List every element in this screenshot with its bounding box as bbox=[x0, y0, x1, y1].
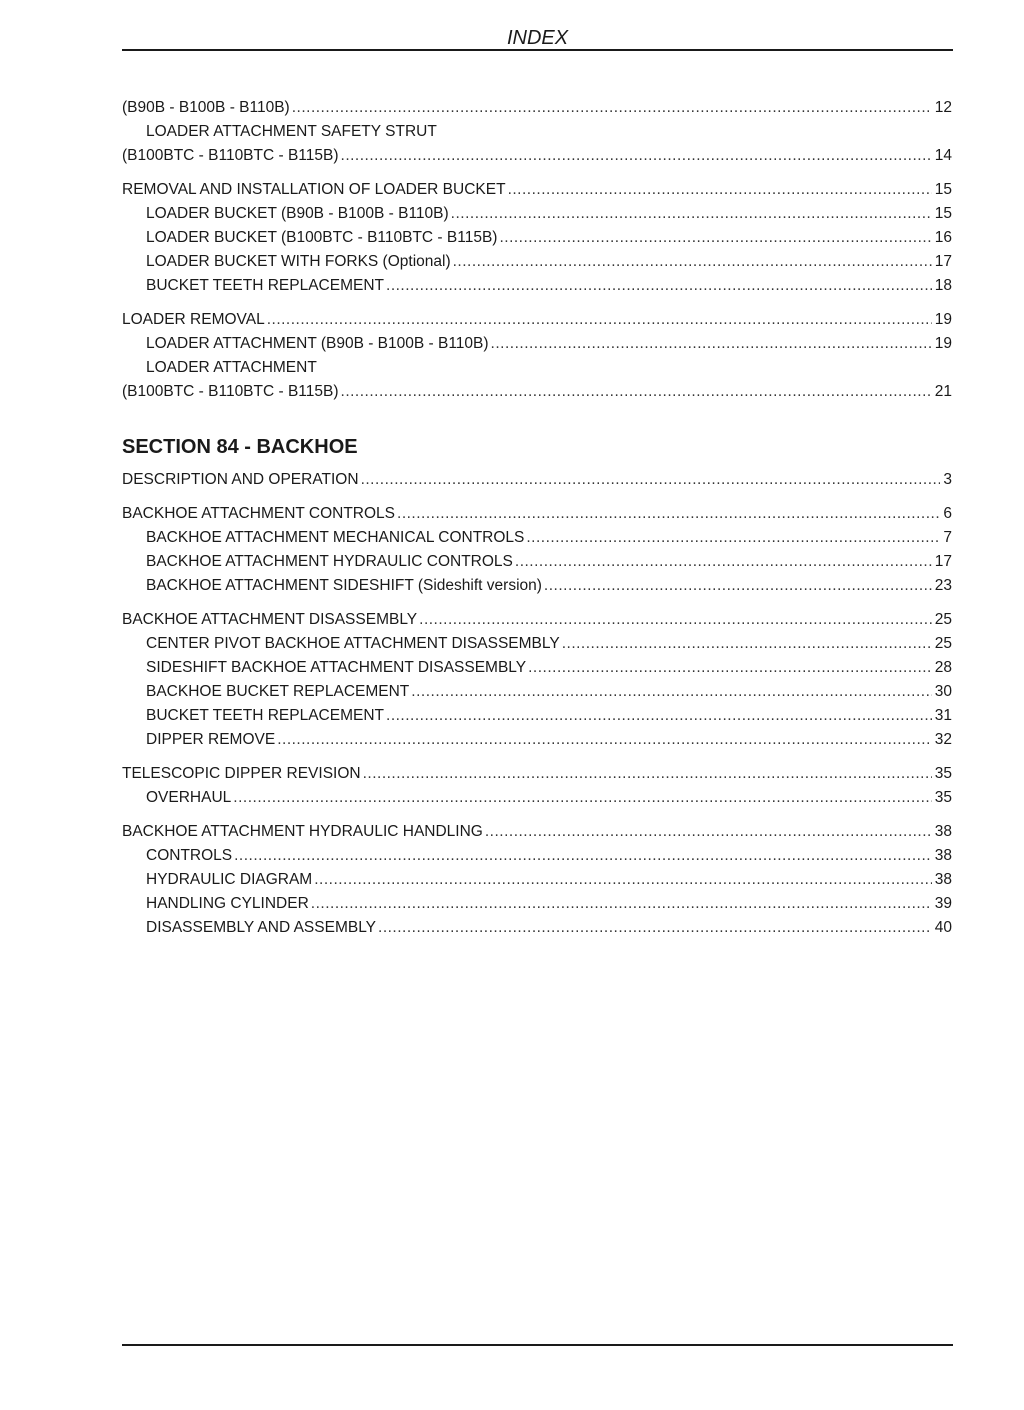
toc-group bbox=[122, 468, 952, 492]
toc-entry-title: SIDESHIFT BACKHOE ATTACHMENT DISASSEMBLY bbox=[146, 659, 527, 676]
toc-group bbox=[122, 308, 952, 404]
toc-page-number: 15 bbox=[934, 205, 952, 222]
toc-entry-title: BUCKET TEETH REPLACEMENT bbox=[146, 277, 385, 294]
dot-leader bbox=[508, 178, 932, 202]
toc-subentry[interactable] bbox=[122, 332, 952, 356]
toc-page-number: 38 bbox=[934, 847, 952, 864]
dot-leader bbox=[361, 468, 941, 492]
dot-leader bbox=[562, 632, 932, 656]
dot-leader bbox=[233, 786, 931, 810]
dot-leader bbox=[363, 762, 932, 786]
toc-entry-title: OVERHAUL bbox=[146, 789, 232, 806]
toc-subentry[interactable] bbox=[122, 892, 952, 916]
toc-entry-title: BACKHOE ATTACHMENT HYDRAULIC HANDLING bbox=[122, 823, 483, 840]
toc-entry[interactable] bbox=[122, 308, 952, 332]
toc-entry-title: HANDLING CYLINDER bbox=[146, 895, 309, 912]
toc-entry-title: LOADER ATTACHMENT (B90B - B100B - B110B) bbox=[146, 335, 489, 352]
header-divider bbox=[122, 49, 953, 51]
toc-page-number: 21 bbox=[934, 383, 952, 400]
toc-page-number: 35 bbox=[934, 789, 952, 806]
dot-leader bbox=[528, 656, 932, 680]
toc-entry[interactable] bbox=[122, 380, 952, 404]
toc-subentry[interactable] bbox=[122, 844, 952, 868]
dot-leader bbox=[397, 502, 940, 526]
toc-subentry[interactable] bbox=[122, 526, 952, 550]
toc-entry-title: LOADER REMOVAL bbox=[122, 311, 265, 328]
toc-subentry[interactable] bbox=[122, 550, 952, 574]
dot-leader bbox=[451, 202, 932, 226]
toc-entry-title: (B90B - B100B - B110B) bbox=[122, 99, 290, 116]
toc-subentry[interactable] bbox=[122, 786, 952, 810]
toc-group bbox=[122, 608, 952, 752]
toc-entry-title: BACKHOE ATTACHMENT HYDRAULIC CONTROLS bbox=[146, 553, 513, 570]
dot-leader bbox=[341, 144, 932, 168]
toc-subentry[interactable] bbox=[122, 274, 952, 298]
toc-entry-title: HYDRAULIC DIAGRAM bbox=[146, 871, 313, 888]
toc-subentry[interactable] bbox=[122, 680, 952, 704]
toc-entry[interactable] bbox=[122, 178, 952, 202]
dot-leader bbox=[491, 332, 932, 356]
dot-leader bbox=[419, 608, 932, 632]
dot-leader bbox=[277, 728, 932, 752]
dot-leader bbox=[386, 704, 932, 728]
dot-leader bbox=[378, 916, 932, 940]
toc-subentry[interactable] bbox=[122, 868, 952, 892]
toc-subentry[interactable] bbox=[122, 226, 952, 250]
dot-leader bbox=[411, 680, 931, 704]
toc-entry-title: BACKHOE ATTACHMENT SIDESHIFT (Sideshift version) bbox=[146, 577, 542, 594]
toc-entry-title: LOADER BUCKET WITH FORKS (Optional) bbox=[146, 253, 451, 270]
toc-page-number: 39 bbox=[934, 895, 952, 912]
toc-entry[interactable] bbox=[122, 502, 952, 526]
toc-subentry[interactable] bbox=[122, 120, 952, 144]
toc-page-number: 25 bbox=[934, 611, 952, 628]
toc-group bbox=[122, 502, 952, 598]
toc-entry-title: BACKHOE BUCKET REPLACEMENT bbox=[146, 683, 410, 700]
footer-divider bbox=[122, 1344, 953, 1346]
toc-page-number: 3 bbox=[943, 471, 952, 488]
toc-page-number: 14 bbox=[934, 147, 952, 164]
toc-entry[interactable] bbox=[122, 608, 952, 632]
toc-page-number: 38 bbox=[934, 823, 952, 840]
dot-leader bbox=[515, 550, 932, 574]
dot-leader bbox=[292, 96, 932, 120]
toc-page-number: 19 bbox=[934, 311, 952, 328]
table-of-contents bbox=[122, 96, 952, 950]
toc-group bbox=[122, 178, 952, 298]
toc-page-number: 31 bbox=[934, 707, 952, 724]
toc-page-number: 18 bbox=[934, 277, 952, 294]
toc-group bbox=[122, 96, 952, 168]
toc-page-number: 17 bbox=[934, 253, 952, 270]
toc-entry[interactable] bbox=[122, 762, 952, 786]
toc-page-number: 17 bbox=[934, 553, 952, 570]
toc-page-number: 30 bbox=[934, 683, 952, 700]
toc-entry-title: LOADER ATTACHMENT bbox=[146, 359, 317, 376]
toc-entry[interactable] bbox=[122, 468, 952, 492]
toc-page-number: 7 bbox=[943, 529, 952, 546]
toc-entry-title: BACKHOE ATTACHMENT CONTROLS bbox=[122, 505, 396, 522]
toc-page-number: 38 bbox=[934, 871, 952, 888]
toc-groups-after bbox=[122, 468, 952, 940]
toc-page-number: 35 bbox=[934, 765, 952, 782]
toc-subentry[interactable] bbox=[122, 202, 952, 226]
toc-entry-title: CONTROLS bbox=[146, 847, 233, 864]
toc-page-number: 15 bbox=[934, 181, 952, 198]
toc-group bbox=[122, 762, 952, 810]
toc-subentry[interactable] bbox=[122, 250, 952, 274]
section-heading: SECTION 84 - BACKHOE bbox=[122, 436, 358, 458]
dot-leader bbox=[453, 250, 932, 274]
toc-entry-title: DIPPER REMOVE bbox=[146, 731, 276, 748]
toc-entry-title: BACKHOE ATTACHMENT DISASSEMBLY bbox=[122, 611, 418, 628]
dot-leader bbox=[341, 380, 932, 404]
toc-entry-title: DISASSEMBLY AND ASSEMBLY bbox=[146, 919, 377, 936]
toc-entry-title: LOADER ATTACHMENT SAFETY STRUT bbox=[146, 123, 437, 140]
toc-entry-title: BUCKET TEETH REPLACEMENT bbox=[146, 707, 385, 724]
dot-leader bbox=[311, 892, 932, 916]
dot-leader bbox=[386, 274, 932, 298]
toc-entry[interactable] bbox=[122, 820, 952, 844]
toc-page-number: 16 bbox=[934, 229, 952, 246]
toc-page-number: 40 bbox=[934, 919, 952, 936]
toc-entry-title: (B100BTC - B110BTC - B115B) bbox=[122, 147, 339, 164]
dot-leader bbox=[544, 574, 932, 598]
toc-entry-title: LOADER BUCKET (B90B - B100B - B110B) bbox=[146, 205, 449, 222]
page-title: INDEX bbox=[506, 27, 569, 49]
toc-page-number: 19 bbox=[934, 335, 952, 352]
dot-leader bbox=[267, 308, 932, 332]
toc-entry-title: REMOVAL AND INSTALLATION OF LOADER BUCKET bbox=[122, 181, 506, 198]
dot-leader bbox=[499, 226, 931, 250]
toc-entry-title: BACKHOE ATTACHMENT MECHANICAL CONTROLS bbox=[146, 529, 525, 546]
toc-entry-title: CENTER PIVOT BACKHOE ATTACHMENT DISASSEMBLY bbox=[146, 635, 560, 652]
toc-entry-title: DESCRIPTION AND OPERATION bbox=[122, 471, 359, 488]
toc-subentry[interactable] bbox=[122, 656, 952, 680]
toc-subentry[interactable] bbox=[122, 728, 952, 752]
toc-page-number: 23 bbox=[934, 577, 952, 594]
toc-page-number: 25 bbox=[934, 635, 952, 652]
toc-groups-before bbox=[122, 96, 952, 404]
dot-leader bbox=[526, 526, 940, 550]
toc-entry-title: TELESCOPIC DIPPER REVISION bbox=[122, 765, 361, 782]
dot-leader bbox=[485, 820, 932, 844]
toc-group bbox=[122, 820, 952, 940]
dot-leader bbox=[234, 844, 932, 868]
toc-entry[interactable] bbox=[122, 96, 952, 120]
toc-subentry[interactable] bbox=[122, 704, 952, 728]
toc-entry-title: (B100BTC - B110BTC - B115B) bbox=[122, 383, 339, 400]
toc-entry[interactable] bbox=[122, 144, 952, 168]
dot-leader bbox=[314, 868, 932, 892]
toc-subentry[interactable] bbox=[122, 356, 952, 380]
toc-page-number: 6 bbox=[943, 505, 952, 522]
toc-page-number: 12 bbox=[934, 99, 952, 116]
toc-subentry[interactable] bbox=[122, 574, 952, 598]
toc-page-number: 28 bbox=[934, 659, 952, 676]
toc-entry-title: LOADER BUCKET (B100BTC - B110BTC - B115B) bbox=[146, 229, 498, 246]
toc-subentry[interactable] bbox=[122, 632, 952, 656]
toc-page-number: 32 bbox=[934, 731, 952, 748]
toc-subentry[interactable] bbox=[122, 916, 952, 940]
